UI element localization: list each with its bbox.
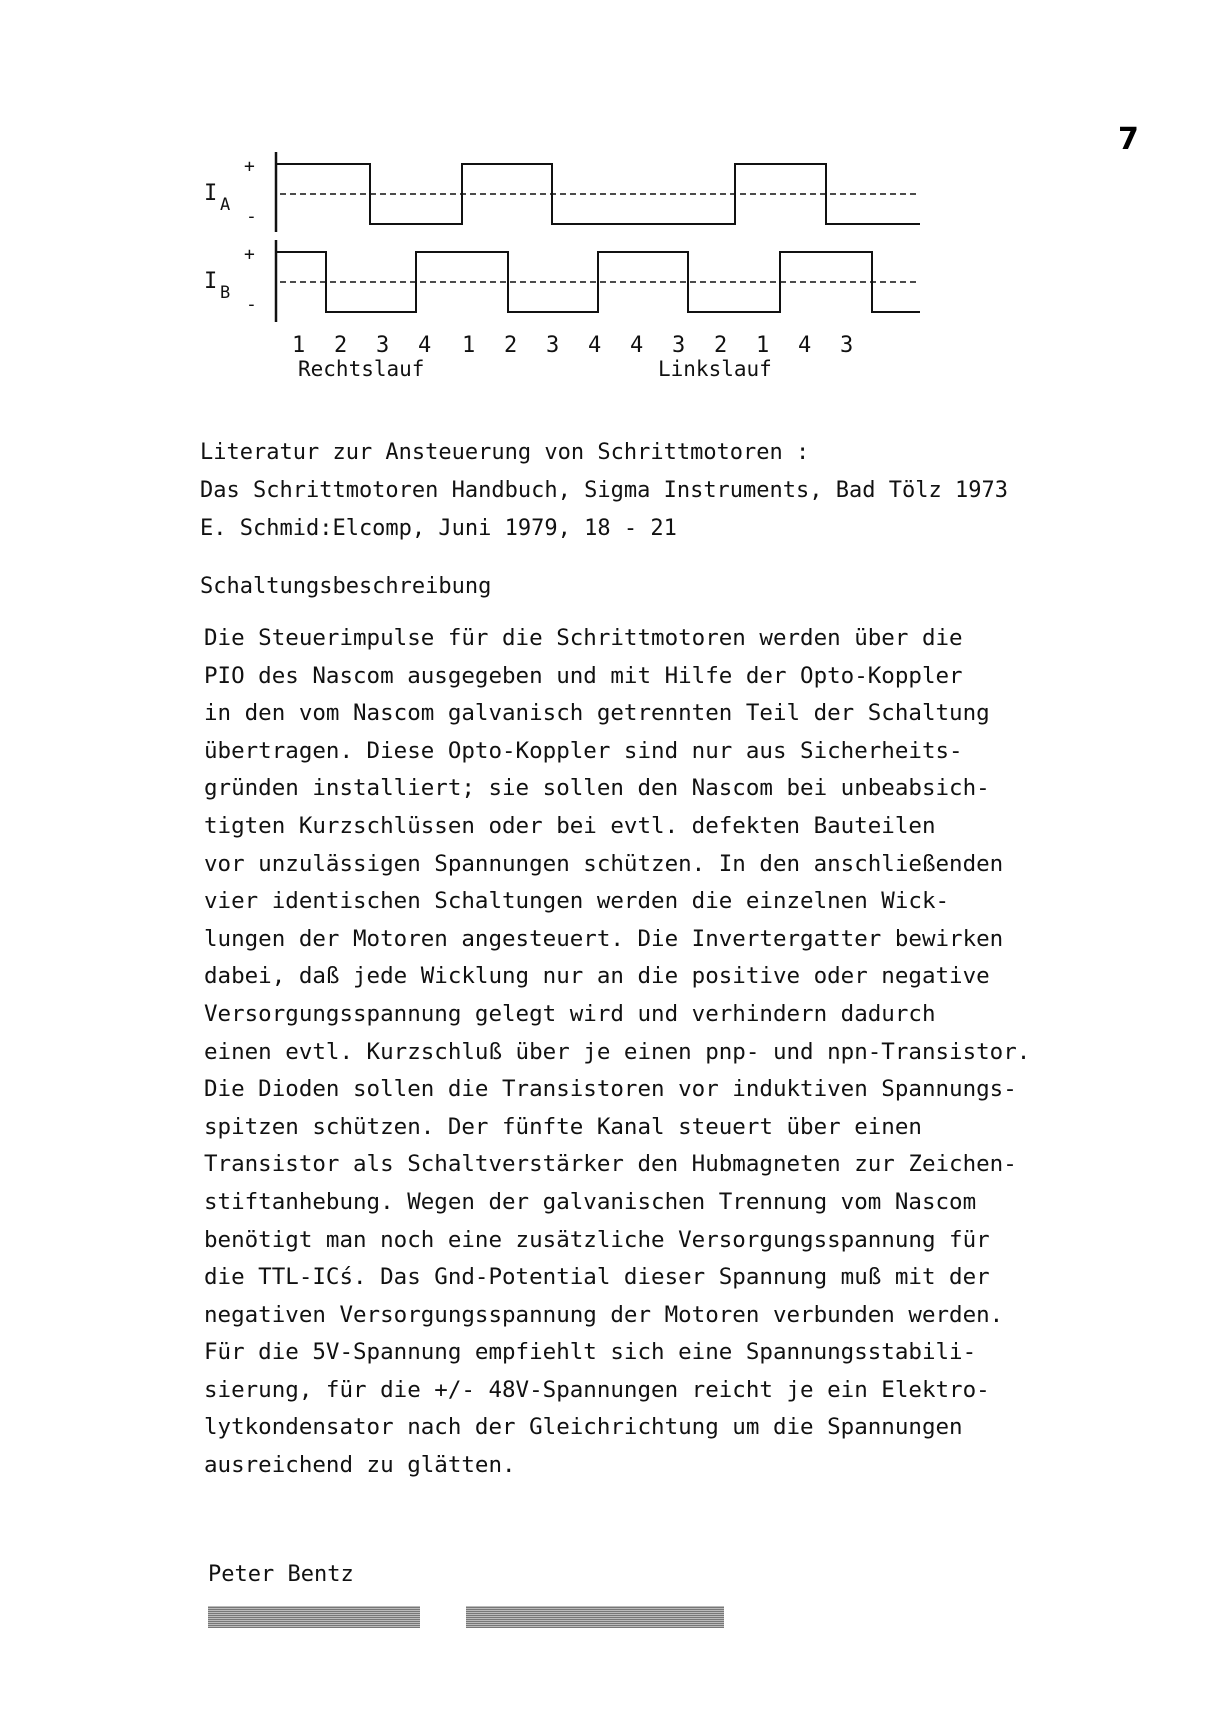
page-number: 7 <box>1118 122 1139 157</box>
section-heading: Schaltungsbeschreibung <box>200 574 492 599</box>
step-number: 1 <box>292 333 306 358</box>
circuit-description <box>204 620 1164 1485</box>
step-number: 3 <box>376 333 390 358</box>
body-line: spitzen schützen. Der fünfte Kanal steuert über einen <box>204 1113 922 1140</box>
channel-b-minus: - <box>246 294 257 315</box>
direction-right-label: Rechtslauf <box>298 357 425 381</box>
direction-left-label: Linkslauf <box>658 357 772 381</box>
step-number: 4 <box>418 333 432 358</box>
step-number: 1 <box>756 333 770 358</box>
step-number: 2 <box>714 333 728 358</box>
body-line: dabei, daß jede Wicklung nur an die positive oder negative <box>204 963 990 990</box>
redaction-bar <box>208 1606 420 1628</box>
body-line: Für die 5V-Spannung empfiehlt sich eine Spannungsstabili- <box>204 1339 977 1366</box>
redaction-bar <box>466 1606 724 1628</box>
step-waveform-diagram <box>190 140 950 410</box>
body-line: einen evtl. Kurzschluß über je einen pnp- und npn-Transistor. <box>204 1038 1031 1065</box>
body-line: Transistor als Schaltverstärker den Hubmagneten zur Zeichen- <box>204 1151 1017 1178</box>
step-number: 2 <box>334 333 348 358</box>
literature-line: E. Schmid:Elcomp, Juni 1979, 18 - 21 <box>200 516 677 541</box>
channel-b-subscript: B <box>220 283 231 303</box>
body-line: vor unzulässigen Spannungen schützen. In den anschließenden <box>204 850 1004 877</box>
step-number: 3 <box>840 333 854 358</box>
step-number: 4 <box>588 333 602 358</box>
body-line: die TTL-ICś. Das Gnd-Potential dieser Spannung muß mit der <box>204 1264 990 1291</box>
body-line: übertragen. Diese Opto-Koppler sind nur aus Sicherheits- <box>204 737 963 764</box>
body-line: lungen der Motoren angesteuert. Die Invertergatter bewirken <box>204 925 1004 952</box>
body-line: vier identischen Schaltungen werden die einzelnen Wick- <box>204 888 950 915</box>
body-line: tigten Kurzschlüssen oder bei evtl. defekten Bauteilen <box>204 812 936 839</box>
body-line: PIO des Nascom ausgegeben und mit Hilfe der Opto-Koppler <box>204 662 963 689</box>
body-line: negativen Versorgungsspannung der Motoren verbunden werden. <box>204 1301 1004 1328</box>
step-number-row <box>292 333 853 358</box>
channel-a-minus: - <box>246 206 257 227</box>
step-number: 2 <box>504 333 518 358</box>
channel-b-plus: + <box>244 244 255 265</box>
step-number: 4 <box>798 333 812 358</box>
body-line: sierung, für die +/- 48V-Spannungen reicht je ein Elektro- <box>204 1376 990 1403</box>
literature-block <box>200 434 1008 548</box>
step-number: 3 <box>546 333 560 358</box>
literature-line: Das Schrittmotoren Handbuch, Sigma Instruments, Bad Tölz 1973 <box>200 478 1008 503</box>
step-number: 4 <box>630 333 644 358</box>
step-number: 1 <box>462 333 476 358</box>
body-line: lytkondensator nach der Gleichrichtung um die Spannungen <box>204 1414 963 1441</box>
body-line: in den vom Nascom galvanisch getrennten Teil der Schaltung <box>204 700 990 727</box>
body-line: Versorgungsspannung gelegt wird und verhindern dadurch <box>204 1000 936 1027</box>
body-line: benötigt man noch eine zusätzliche Versorgungsspannung für <box>204 1226 990 1253</box>
body-line: ausreichend zu glätten. <box>204 1452 516 1479</box>
channel-a-subscript: A <box>220 195 231 215</box>
literature-line: Literatur zur Ansteuerung von Schrittmotoren : <box>200 440 810 465</box>
channel-b-label: I <box>204 269 218 294</box>
body-line: stiftanhebung. Wegen der galvanischen Trennung vom Nascom <box>204 1188 977 1215</box>
body-line: Die Dioden sollen die Transistoren vor induktiven Spannungs- <box>204 1076 1017 1103</box>
author-name: Peter Bentz <box>208 1562 354 1587</box>
step-number: 3 <box>672 333 686 358</box>
body-line: gründen installiert; sie sollen den Nascom bei unbeabsich- <box>204 775 990 802</box>
body-line: Die Steuerimpulse für die Schrittmotoren werden über die <box>204 625 963 651</box>
channel-a-plus: + <box>244 156 255 177</box>
channel-a-label: I <box>204 181 218 206</box>
